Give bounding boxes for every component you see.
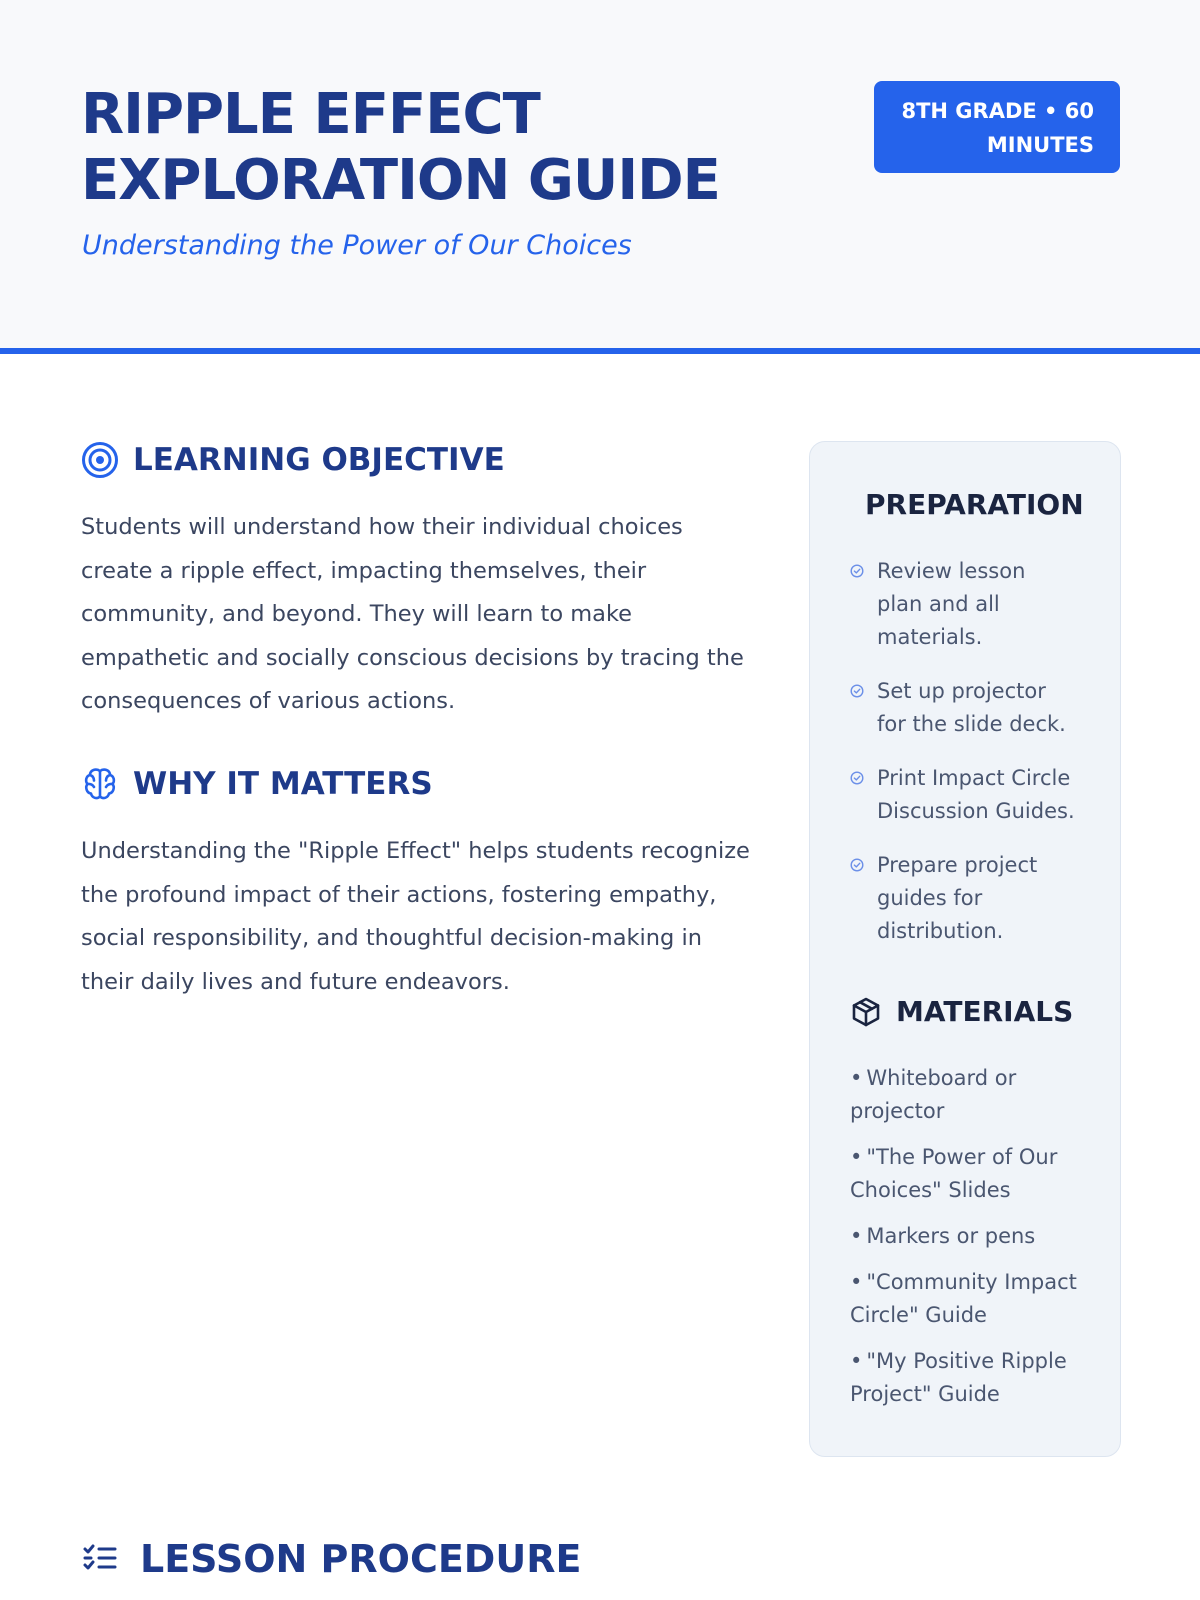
box-icon xyxy=(850,996,882,1028)
material-item-text: "The Power of Our Choices" Slides xyxy=(850,1145,1058,1202)
target-icon xyxy=(80,440,120,480)
bullet-glyph: • xyxy=(850,1349,863,1373)
material-item-text: "Community Impact Circle" Guide xyxy=(850,1270,1077,1327)
list-item xyxy=(850,1141,1090,1207)
list-item xyxy=(850,1345,1090,1411)
bullet-glyph: • xyxy=(850,1145,863,1169)
grade-duration-badge: 8TH GRADE • 60 MINUTES xyxy=(874,81,1120,173)
bullet-glyph: • xyxy=(850,1270,863,1294)
list-item xyxy=(850,1220,1090,1253)
check-circle-icon xyxy=(850,858,864,872)
materials-list xyxy=(850,1062,1090,1424)
preparation-item-text: Print Impact Circle Discussion Guides. xyxy=(877,766,1075,823)
list-item xyxy=(850,849,1090,948)
materials-label: MATERIALS xyxy=(896,995,1074,1028)
learning-objective-heading xyxy=(80,440,505,480)
bullet-glyph: • xyxy=(850,1224,863,1248)
brain-icon xyxy=(80,764,120,804)
list-item xyxy=(850,762,1090,828)
material-item-text: "My Positive Ripple Project" Guide xyxy=(850,1349,1067,1406)
check-circle-icon xyxy=(850,564,864,578)
check-circle-icon xyxy=(850,771,864,785)
list-item xyxy=(850,675,1090,741)
preparation-list xyxy=(850,555,1090,969)
materials-heading xyxy=(850,995,1073,1028)
checklist-icon xyxy=(80,1539,120,1579)
bullet-glyph: • xyxy=(850,1066,863,1090)
why-it-matters-heading xyxy=(80,764,433,804)
learning-objective-label: LEARNING OBJECTIVE xyxy=(133,442,505,478)
lesson-procedure-label: LESSON PROCEDURE xyxy=(140,1537,582,1581)
check-circle-icon xyxy=(850,684,864,698)
list-item xyxy=(850,1266,1090,1332)
preparation-item-text: Prepare project guides for distribution. xyxy=(877,853,1038,943)
preparation-heading: PREPARATION xyxy=(865,488,1084,521)
page-subtitle: Understanding the Power of Our Choices xyxy=(82,230,632,261)
page-title: RIPPLE EFFECT EXPLORATION GUIDE xyxy=(81,82,720,213)
sidebar-panel xyxy=(809,441,1121,1457)
list-item xyxy=(850,1062,1090,1128)
preparation-item-text: Review lesson plan and all materials. xyxy=(877,559,1026,649)
why-it-matters-label: WHY IT MATTERS xyxy=(133,766,433,802)
learning-objective-text: Students will understand how their individual choices create a ripple effect, impacting themselves, their community, and beyond. They will learn to make empathetic and socially conscious decisions by tracing the consequences of various actions. xyxy=(81,514,744,714)
list-item xyxy=(850,555,1090,654)
lesson-procedure-heading xyxy=(80,1537,581,1581)
page-header xyxy=(0,0,1200,354)
material-item-text: Markers or pens xyxy=(866,1224,1036,1248)
preparation-item-text: Set up projector for the slide deck. xyxy=(877,679,1066,736)
material-item-text: Whiteboard or projector xyxy=(850,1066,1017,1123)
why-it-matters-text: Understanding the "Ripple Effect" helps students recognize the profound impact of their actions, fostering empathy, social responsibility, and thoughtful decision-making in their daily lives and future endeavors. xyxy=(81,838,750,995)
